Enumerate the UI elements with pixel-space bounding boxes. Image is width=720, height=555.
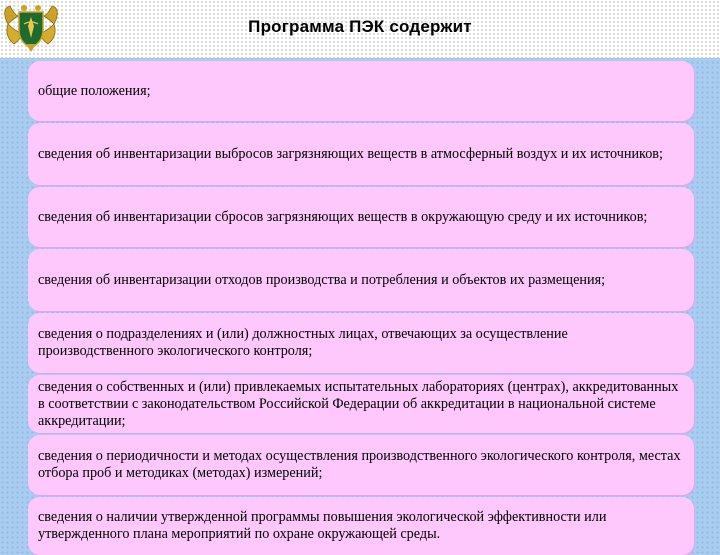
list-item-control-methods: сведения о периодичности и методах осуществления производственного экологического контроля, местах отбора проб и методиках (методах) измерений;: [28, 435, 694, 495]
list-item-general-provisions: общие положения;: [28, 61, 694, 121]
slide-title: Программа ПЭК содержит: [248, 17, 472, 36]
list-item-responsible-persons: сведения о подразделениях и (или) должностных лицах, отвечающих за осуществление производственного экологического контроля;: [28, 313, 694, 373]
list-item-waste: сведения об инвентаризации отходов производства и потребления и объектов их размещения;: [28, 249, 694, 311]
list-item-laboratories: сведения о собственных и (или) привлекаемых испытательных лабораториях (центрах), аккредитованных в соответствии с законодательством Российской Федерации об аккредитации в национальной системе аккредитации;: [28, 375, 694, 433]
list-item-discharges: сведения об инвентаризации сбросов загрязняющих веществ в окружающую среду и их источников;: [28, 187, 694, 247]
list-item-air-emissions: сведения об инвентаризации выбросов загрязняющих веществ в атмосферный воздух и их источников;: [28, 123, 694, 185]
header-bar: [0, 0, 720, 58]
list-item-efficiency-program: сведения о наличии утвержденной программы повышения экологической эффективности или утвержденного плана мероприятий по охране окружающей среды.: [28, 497, 694, 555]
